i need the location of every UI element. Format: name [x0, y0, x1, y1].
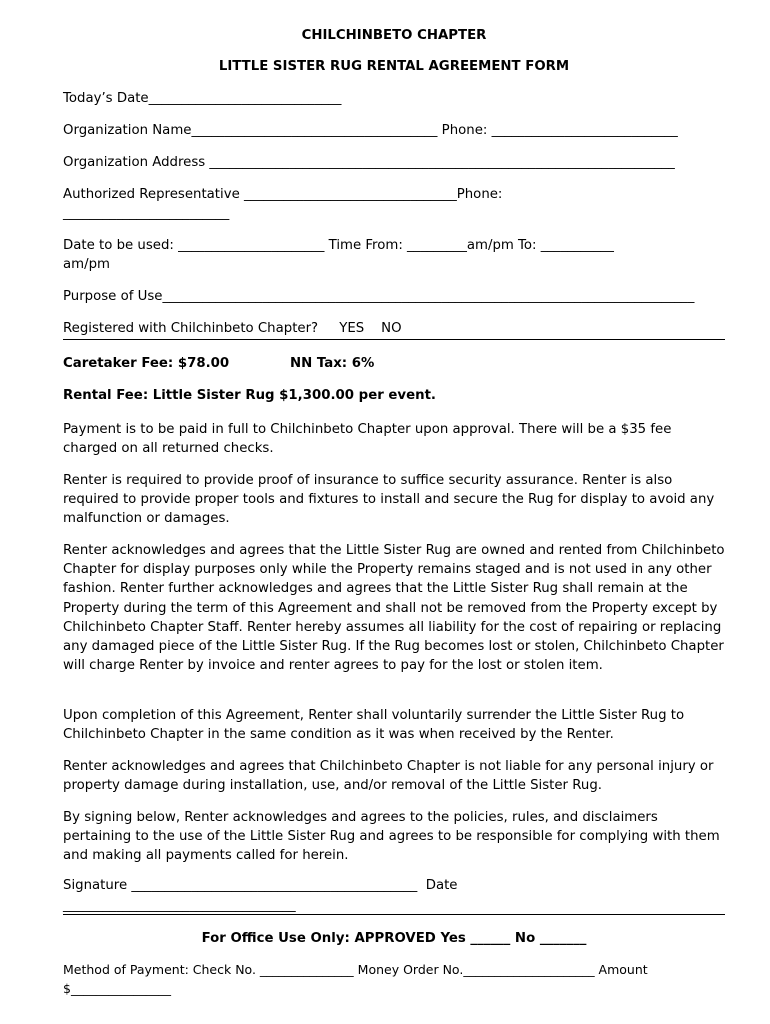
acknowledgement-paragraph: By signing below, Renter acknowledges and agrees to the policies, rules, and disclaimers pertaining to the use of the Little Sister Rug and agrees to be responsible for complying with them and making all payments called for herein.: [63, 810, 720, 864]
divider: [63, 339, 725, 340]
signature-date-line[interactable]: ___________________________________: [63, 898, 296, 913]
registered-question[interactable]: Registered with Chilchinbeto Chapter? YES NO: [63, 321, 402, 336]
todays-date-field[interactable]: Today’s Date_____________________________: [63, 91, 342, 106]
office-use-heading: For Office Use Only: APPROVED Yes ______ No _______: [201, 931, 587, 946]
authorized-representative-field[interactable]: Authorized Representative ________________________________Phone:: [63, 187, 503, 202]
signature-field[interactable]: Signature ___________________________________________ Date: [63, 878, 458, 893]
authorized-representative-phone-line[interactable]: _________________________: [63, 206, 230, 221]
date-time-field-cont: am/pm: [63, 257, 110, 272]
caretaker-fee: Caretaker Fee: $78.00: [63, 356, 230, 371]
nn-tax: NN Tax: 6%: [290, 356, 375, 371]
purpose-field[interactable]: Purpose of Use________________________________________________________________________________: [63, 289, 695, 304]
organization-address-field[interactable]: Organization Address ______________________________________________________________________: [63, 155, 675, 170]
insurance-paragraph: Renter is required to provide proof of insurance to suffice security assurance. Renter is also required to provide proper tools and fixtures to install and secure the Rug for display to avoid any malfunction or damages.: [63, 473, 715, 527]
surrender-paragraph: Upon completion of this Agreement, Renter shall voluntarily surrender the Little Sister Rug to Chilchinbeto Chapter in the same condition as it was when received by the Renter.: [63, 708, 685, 743]
rental-fee: Rental Fee: Little Sister Rug $1,300.00 per event.: [63, 388, 436, 403]
ownership-paragraph: Renter acknowledges and agrees that the Little Sister Rug are owned and rented from Chilchinbeto Chapter for display purposes only while the Property remains staged and is not used in any other fashion. Renter further acknowledges and agrees that the Little Sister Rug shall remain at the Property during the term of this Agreement and shall not be removed from the Property except by Chilchinbeto Chapter Staff. Renter hereby assumes all liability for the cost of repairing or replacing any damaged piece of the Little Sister Rug. If the Rug becomes lost or stolen, Chilchinbeto Chapter will charge Renter by invoice and renter agrees to pay for the lost or stolen item.: [63, 543, 725, 674]
payment-method-field[interactable]: Method of Payment: Check No. _______________ Money Order No._____________________ Amount: [63, 962, 648, 977]
divider: [63, 914, 725, 915]
liability-paragraph: Renter acknowledges and agrees that Chilchinbeto Chapter is not liable for any personal injury or property damage during installation, use, and/or removal of the Little Sister Rug.: [63, 759, 714, 794]
date-time-field[interactable]: Date to be used: ______________________ Time From: _________am/pm To: ___________: [63, 238, 614, 253]
form-title: LITTLE SISTER RUG RENTAL AGREEMENT FORM: [218, 59, 570, 74]
organization-name-field[interactable]: Organization Name_____________________________________ Phone: ____________________________: [63, 123, 678, 138]
payment-paragraph: Payment is to be paid in full to Chilchinbeto Chapter upon approval. There will be a $35 fee charged on all returned checks.: [63, 422, 672, 457]
chapter-heading: CHILCHINBETO CHAPTER: [301, 28, 487, 43]
amount-field[interactable]: $________________: [63, 981, 171, 996]
